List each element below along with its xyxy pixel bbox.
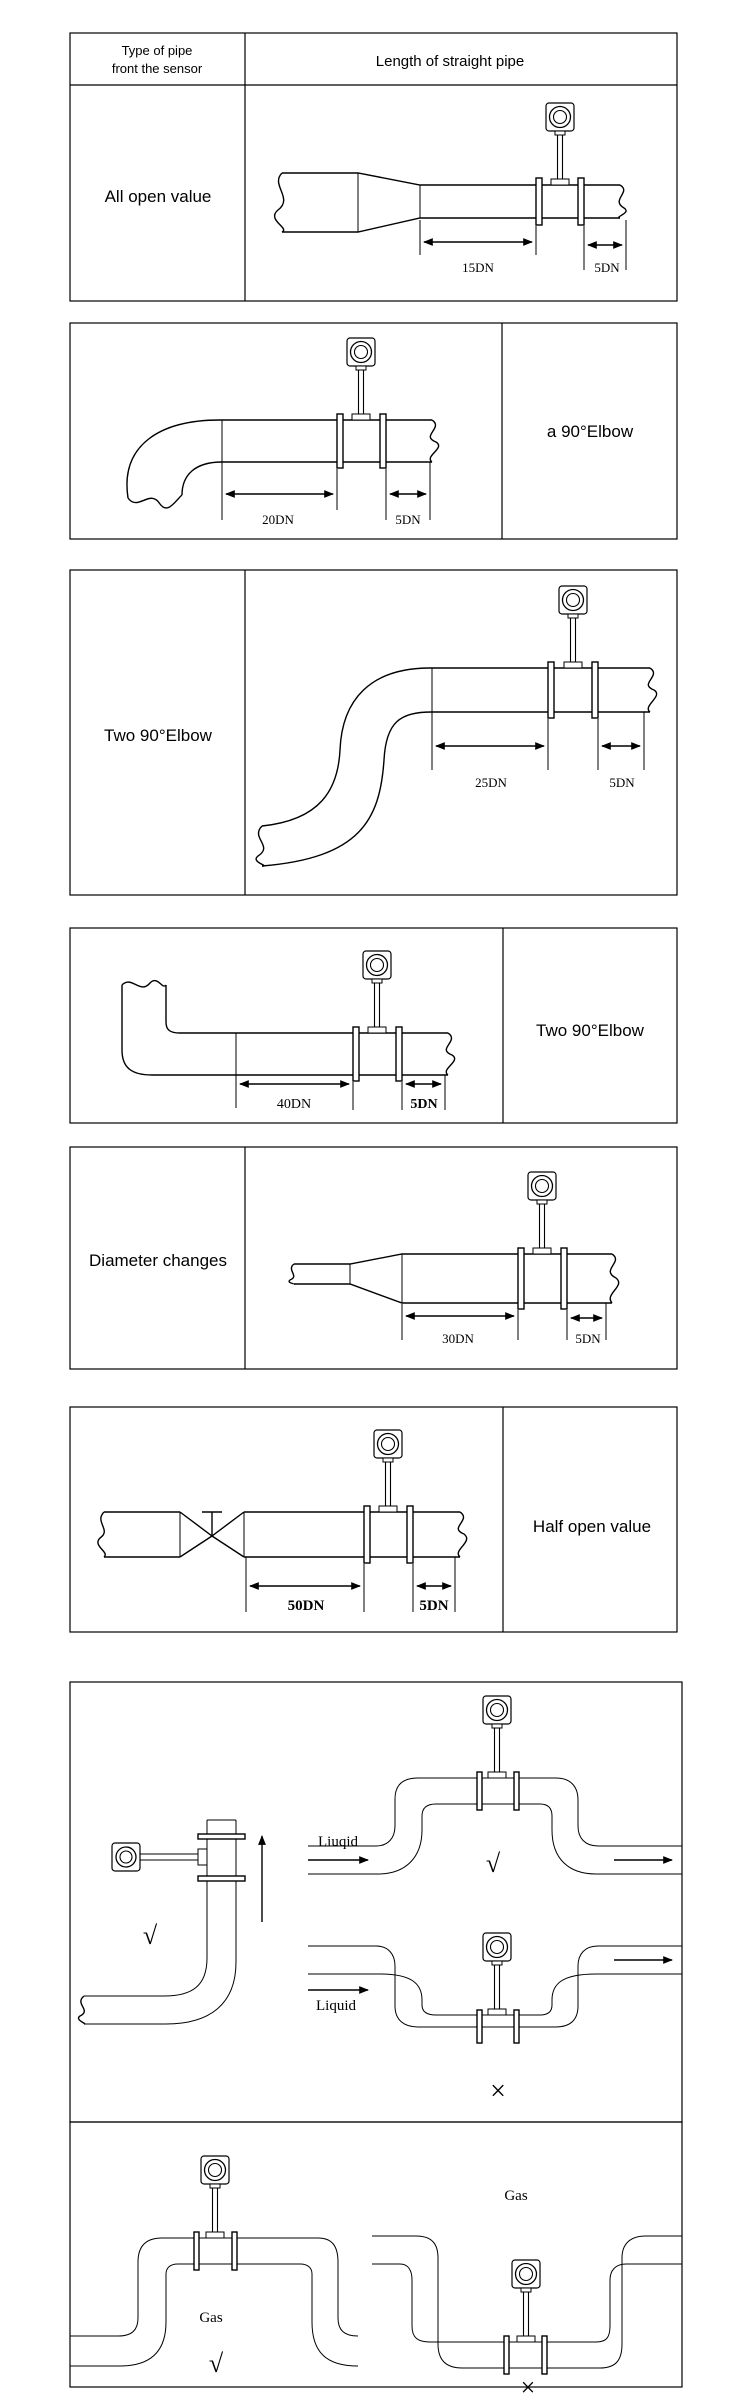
downstream-length: 5DN <box>419 1598 449 1614</box>
row-type-label: Diameter changes <box>89 1251 227 1270</box>
header-type-label-line1: Type of pipe <box>121 43 193 58</box>
upstream-length: 50DN <box>287 1598 325 1614</box>
correct-mark-upper: √ <box>485 1849 501 1878</box>
table-row-2 <box>70 323 677 539</box>
gas-installation-panel <box>70 2122 682 2401</box>
table-row-3 <box>70 570 677 895</box>
header-length-label: Length of straight pipe <box>375 53 525 70</box>
downstream-length: 5DN <box>395 512 421 527</box>
upstream-length: 30DN <box>442 1331 474 1346</box>
table-row-5 <box>70 1147 677 1369</box>
liquid-upper-label: Liuqid <box>318 1834 358 1850</box>
liquid-installation-panel <box>70 1682 682 2122</box>
downstream-length: 5DN <box>609 775 635 790</box>
row-type-label: Two 90°Elbow <box>536 1021 644 1040</box>
row-type-label: a 90°Elbow <box>546 422 634 441</box>
liquid-lower-label: Liquid <box>316 1998 356 2014</box>
row-type-label: All open value <box>104 187 212 206</box>
row-type-label: Two 90°Elbow <box>104 726 212 745</box>
upstream-length: 40DN <box>276 1097 312 1112</box>
table-row-4 <box>70 928 677 1123</box>
downstream-length: 5DN <box>575 1331 601 1346</box>
gas-left-label: Gas <box>199 2310 223 2326</box>
upstream-length: 15DN <box>462 260 494 275</box>
downstream-length: 5DN <box>410 1097 438 1112</box>
correct-mark-vertical: √ <box>142 1921 158 1950</box>
table-row-6 <box>70 1407 677 1632</box>
table-row-1 <box>70 33 677 301</box>
wrong-mark-gas: × <box>520 2373 536 2401</box>
row-type-label: Half open value <box>532 1517 652 1536</box>
wrong-mark-lower: × <box>490 2076 506 2107</box>
upstream-length: 25DN <box>475 775 507 790</box>
downstream-length: 5DN <box>594 260 620 275</box>
upstream-length: 20DN <box>262 512 294 527</box>
correct-mark-gas: √ <box>208 2349 224 2378</box>
header-type-label-line2: front the sensor <box>111 61 203 76</box>
gas-right-label: Gas <box>504 2188 528 2204</box>
